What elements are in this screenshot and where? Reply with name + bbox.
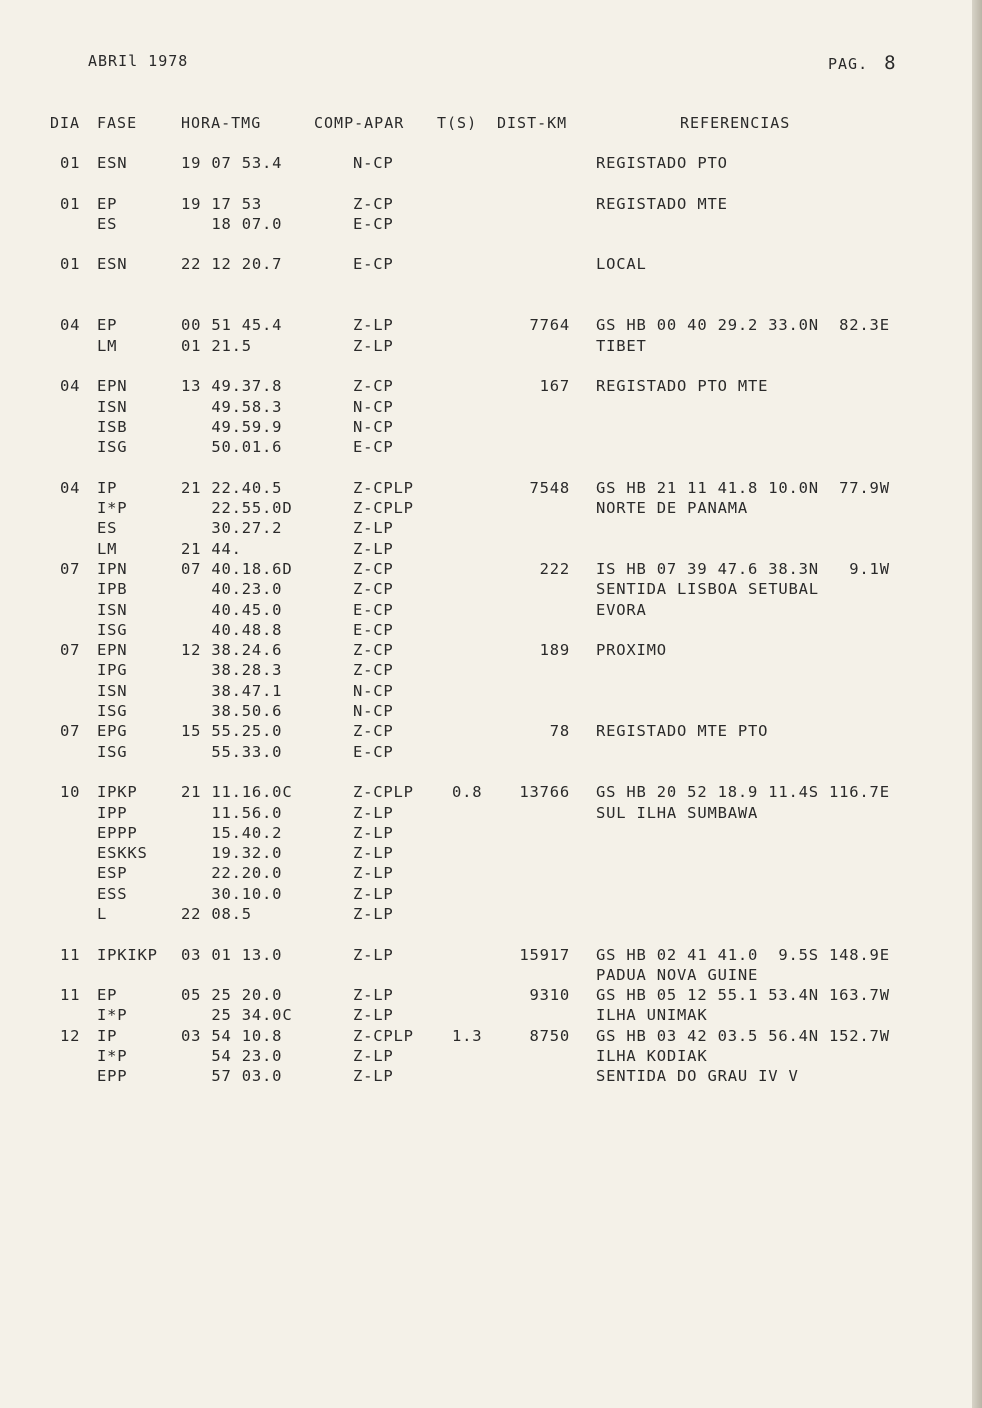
cell-hora: 15.40.2 [181, 823, 283, 842]
cell-referencias: GS HB 05 12 55.1 53.4N 163.7W [596, 986, 890, 1005]
cell-dia: 04 [60, 377, 81, 396]
cell-referencias: GS HB 20 52 18.9 11.4S 116.7E [596, 783, 890, 802]
table-row [0, 722, 982, 742]
cell-fase: ISB [97, 417, 128, 436]
table-row [0, 154, 982, 174]
cell-referencias: GS HB 02 41 41.0 9.5S 148.9E [596, 945, 890, 964]
cell-comp: Z-LP [353, 904, 394, 923]
cell-dia: 07 [60, 722, 81, 741]
table-row [0, 783, 982, 803]
cell-dia: 10 [60, 783, 81, 802]
cell-fase: ESS [97, 884, 128, 903]
cell-dia: 07 [60, 641, 81, 660]
cell-dist: 15917 [519, 945, 570, 964]
cell-hora: 55.33.0 [181, 742, 283, 761]
cell-hora: 38.28.3 [181, 661, 283, 680]
cell-fase: ISN [97, 397, 128, 416]
table-row [0, 519, 982, 539]
cell-referencias: REGISTADO MTE PTO [596, 722, 769, 741]
table-row [0, 215, 982, 235]
cell-comp: E-CP [353, 620, 394, 639]
cell-hora: 49.58.3 [181, 397, 283, 416]
cell-fase: I*P [97, 1006, 128, 1025]
cell-referencias: EVORA [596, 600, 647, 619]
table-row [0, 621, 982, 641]
cell-dia: 04 [60, 478, 81, 497]
table-row [0, 682, 982, 702]
cell-fase: I*P [97, 499, 128, 518]
cell-fase: I*P [97, 1047, 128, 1066]
cell-comp: Z-LP [353, 1006, 394, 1025]
cell-dia: 01 [60, 255, 81, 274]
cell-referencias: IS HB 07 39 47.6 38.3N 9.1W [596, 559, 890, 578]
table-row [0, 804, 982, 824]
cell-fase: IPP [97, 803, 128, 822]
cell-comp: Z-LP [353, 1047, 394, 1066]
cell-fase: ISG [97, 702, 128, 721]
cell-hora: 38.50.6 [181, 702, 283, 721]
table-row [0, 824, 982, 844]
cell-dia: 01 [60, 194, 81, 213]
cell-comp: E-CP [353, 600, 394, 619]
cell-comp: Z-LP [353, 945, 394, 964]
cell-hora: 54 23.0 [181, 1047, 283, 1066]
cell-comp: N-CP [353, 702, 394, 721]
column-header-dia: DIA [50, 114, 81, 132]
cell-dia: 12 [60, 1026, 81, 1045]
page-label: PAG. [828, 55, 869, 73]
cell-referencias: LOCAL [596, 255, 647, 274]
table-row [0, 540, 982, 560]
seismic-record-table [0, 154, 982, 1088]
cell-referencias: PROXIMO [596, 641, 667, 660]
cell-referencias: ILHA KODIAK [596, 1047, 708, 1066]
cell-fase: EPPP [97, 823, 138, 842]
cell-hora: 22 08.5 [181, 904, 252, 923]
cell-dist: 78 [549, 722, 570, 741]
table-row [0, 864, 982, 884]
cell-comp: Z-CP [353, 722, 394, 741]
cell-comp: N-CP [353, 397, 394, 416]
cell-hora: 13 49.37.8 [181, 377, 283, 396]
cell-fase: ISG [97, 620, 128, 639]
cell-comp: Z-CPLP [353, 478, 414, 497]
cell-referencias: SUL ILHA SUMBAWA [596, 803, 759, 822]
cell-comp: Z-CP [353, 559, 394, 578]
cell-hora: 25 34.0C [181, 1006, 293, 1025]
cell-comp: Z-LP [353, 519, 394, 538]
cell-dia: 04 [60, 316, 81, 335]
cell-fase: ISG [97, 438, 128, 457]
cell-fase: EPG [97, 722, 128, 741]
cell-fase: ESN [97, 255, 128, 274]
cell-fase: ES [97, 519, 118, 538]
cell-fase: IPB [97, 580, 128, 599]
cell-comp: E-CP [353, 214, 394, 233]
cell-comp: Z-LP [353, 986, 394, 1005]
cell-ts: 0.8 [452, 783, 483, 802]
column-header-hora: HORA-TMG [181, 114, 262, 132]
cell-comp: Z-LP [353, 823, 394, 842]
table-row [0, 986, 982, 1006]
cell-dist: 13766 [519, 783, 570, 802]
table-row [0, 560, 982, 580]
cell-hora: 22 12 20.7 [181, 255, 283, 274]
cell-referencias: SENTIDA LISBOA SETUBAL [596, 580, 819, 599]
cell-hora: 30.27.2 [181, 519, 283, 538]
cell-hora: 01 21.5 [181, 336, 252, 355]
cell-fase: IP [97, 1026, 118, 1045]
cell-referencias: GS HB 21 11 41.8 10.0N 77.9W [596, 478, 890, 497]
column-header-fase: FASE [97, 114, 138, 132]
cell-comp: Z-LP [353, 316, 394, 335]
cell-dist: 189 [539, 641, 570, 660]
cell-comp: E-CP [353, 255, 394, 274]
cell-referencias: GS HB 03 42 03.5 56.4N 152.7W [596, 1026, 890, 1045]
column-header-ts: T(S) [437, 114, 478, 132]
cell-hora: 15 55.25.0 [181, 722, 283, 741]
page-number: 8 [884, 52, 897, 74]
cell-fase: IPG [97, 661, 128, 680]
cell-hora: 40.48.8 [181, 620, 283, 639]
cell-hora: 30.10.0 [181, 884, 283, 903]
row-spacer [0, 458, 982, 478]
cell-fase: IPN [97, 559, 128, 578]
cell-dia: 11 [60, 986, 81, 1005]
table-row [0, 499, 982, 519]
cell-comp: Z-CP [353, 661, 394, 680]
cell-fase: L [97, 904, 108, 923]
row-spacer [0, 235, 982, 255]
cell-dia: 07 [60, 559, 81, 578]
table-row [0, 337, 982, 357]
table-row [0, 438, 982, 458]
cell-comp: Z-CPLP [353, 499, 414, 518]
cell-hora: 19 07 53.4 [181, 154, 283, 172]
table-row [0, 885, 982, 905]
cell-hora: 38.47.1 [181, 681, 283, 700]
table-row [0, 661, 982, 681]
cell-hora: 00 51 45.4 [181, 316, 283, 335]
page-number-block [828, 52, 897, 74]
cell-comp: Z-LP [353, 1067, 394, 1086]
table-row [0, 844, 982, 864]
table-row [0, 743, 982, 763]
column-header-comp: COMP-APAR [314, 114, 405, 132]
cell-fase: LM [97, 336, 118, 355]
cell-fase: ESN [97, 154, 128, 172]
table-row [0, 1006, 982, 1026]
cell-dist: 7764 [529, 316, 570, 335]
row-spacer [0, 174, 982, 194]
cell-fase: ISN [97, 681, 128, 700]
cell-hora: 18 07.0 [181, 214, 283, 233]
cell-hora: 12 38.24.6 [181, 641, 283, 660]
table-row [0, 580, 982, 600]
cell-hora: 07 40.18.6D [181, 559, 293, 578]
page-header [0, 48, 982, 78]
cell-hora: 03 54 10.8 [181, 1026, 283, 1045]
table-row [0, 418, 982, 438]
cell-hora: 03 01 13.0 [181, 945, 283, 964]
table-row [0, 966, 982, 986]
cell-comp: Z-LP [353, 336, 394, 355]
cell-comp: Z-CPLP [353, 1026, 414, 1045]
cell-dia: 01 [60, 154, 81, 172]
cell-fase: ISN [97, 600, 128, 619]
column-header-dist: DIST-KM [497, 114, 568, 132]
cell-comp: Z-CP [353, 377, 394, 396]
cell-comp: N-CP [353, 417, 394, 436]
table-row [0, 1027, 982, 1047]
table-row [0, 377, 982, 397]
cell-hora: 57 03.0 [181, 1067, 283, 1086]
cell-hora: 11.56.0 [181, 803, 283, 822]
cell-hora: 21 44. [181, 539, 242, 558]
table-row [0, 946, 982, 966]
cell-fase: IP [97, 478, 118, 497]
cell-referencias: PADUA NOVA GUINE [596, 965, 759, 984]
cell-fase: EP [97, 986, 118, 1005]
cell-dist: 7548 [529, 478, 570, 497]
cell-hora: 40.45.0 [181, 600, 283, 619]
cell-referencias: TIBET [596, 336, 647, 355]
cell-fase: EPP [97, 1067, 128, 1086]
cell-comp: Z-CP [353, 641, 394, 660]
cell-fase: EP [97, 316, 118, 335]
cell-fase: ES [97, 214, 118, 233]
cell-referencias: ILHA UNIMAK [596, 1006, 708, 1025]
row-spacer [0, 925, 982, 945]
cell-comp: Z-LP [353, 884, 394, 903]
cell-hora: 22.20.0 [181, 864, 283, 883]
row-spacer [0, 763, 982, 783]
table-row [0, 905, 982, 925]
cell-fase: IPKP [97, 783, 138, 802]
cell-dist: 9310 [529, 986, 570, 1005]
cell-comp: Z-CP [353, 194, 394, 213]
cell-fase: EPN [97, 641, 128, 660]
cell-comp: Z-LP [353, 844, 394, 863]
cell-fase: EPN [97, 377, 128, 396]
cell-comp: N-CP [353, 154, 394, 172]
cell-hora: 50.01.6 [181, 438, 283, 457]
cell-fase: ESKKS [97, 844, 148, 863]
cell-fase: ISG [97, 742, 128, 761]
cell-comp: Z-LP [353, 864, 394, 883]
cell-dia: 11 [60, 945, 81, 964]
cell-ts: 1.3 [452, 1026, 483, 1045]
table-row [0, 479, 982, 499]
cell-hora: 40.23.0 [181, 580, 283, 599]
row-spacer [0, 276, 982, 296]
table-row [0, 641, 982, 661]
table-row [0, 195, 982, 215]
cell-fase: IPKIKP [97, 945, 158, 964]
cell-comp: N-CP [353, 681, 394, 700]
cell-hora: 21 11.16.0C [181, 783, 293, 802]
cell-comp: Z-LP [353, 803, 394, 822]
cell-dist: 167 [539, 377, 570, 396]
cell-comp: Z-LP [353, 539, 394, 558]
report-date: ABRIl 1978 [88, 52, 189, 70]
cell-hora: 22.55.0D [181, 499, 293, 518]
table-row [0, 601, 982, 621]
cell-referencias: NORTE DE PANAMA [596, 499, 748, 518]
table-row [0, 255, 982, 275]
column-header-referencias: REFERENCIAS [680, 114, 791, 132]
cell-dist: 222 [539, 559, 570, 578]
row-spacer [0, 296, 982, 316]
table-row [0, 316, 982, 336]
cell-fase: ESP [97, 864, 128, 883]
table-row [0, 702, 982, 722]
table-row [0, 1067, 982, 1087]
column-header-row [0, 114, 982, 136]
cell-hora: 05 25 20.0 [181, 986, 283, 1005]
cell-referencias: REGISTADO MTE [596, 194, 728, 213]
cell-comp: E-CP [353, 742, 394, 761]
cell-referencias: SENTIDA DO GRAU IV V [596, 1067, 799, 1086]
cell-hora: 49.59.9 [181, 417, 283, 436]
cell-referencias: GS HB 00 40 29.2 33.0N 82.3E [596, 316, 890, 335]
table-row [0, 1047, 982, 1067]
cell-referencias: REGISTADO PTO MTE [596, 377, 769, 396]
cell-fase: EP [97, 194, 118, 213]
table-row [0, 398, 982, 418]
cell-hora: 19.32.0 [181, 844, 283, 863]
cell-comp: E-CP [353, 438, 394, 457]
cell-referencias: REGISTADO PTO [596, 154, 728, 172]
row-spacer [0, 357, 982, 377]
cell-comp: Z-CPLP [353, 783, 414, 802]
cell-dist: 8750 [529, 1026, 570, 1045]
cell-hora: 21 22.40.5 [181, 478, 283, 497]
cell-fase: LM [97, 539, 118, 558]
cell-comp: Z-CP [353, 580, 394, 599]
cell-hora: 19 17 53 [181, 194, 263, 213]
